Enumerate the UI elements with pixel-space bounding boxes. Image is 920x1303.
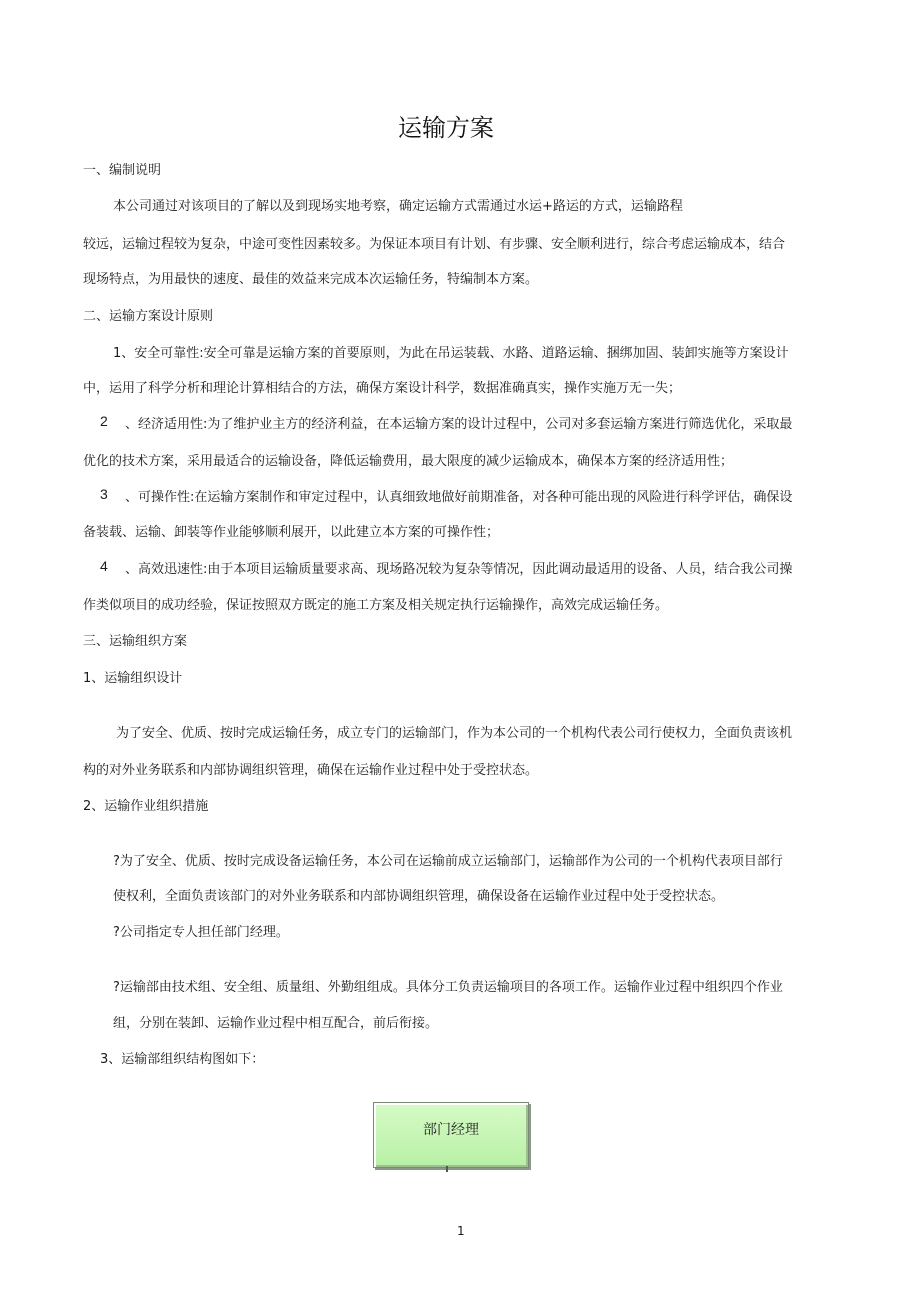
measure-1-line-2: 使权利，全面负责该部门的对外业务联系和内部协调组织管理，确保设备在运输作业过程中处于受控状态。	[113, 889, 725, 904]
subsection-2-heading: 2、运输作业组织措施	[83, 799, 209, 814]
section-3-heading: 三、运输组织方案	[83, 634, 188, 649]
section-1-para-line-2: 较远，运输过程较为复杂，中途可变性因素较多。为保证本项目有计划、有步骤、安全顺利进行，综合考虑运输成本，结合	[83, 237, 786, 252]
principle-2-number: 2	[100, 413, 108, 429]
document-title: 运输方案	[398, 114, 494, 142]
principle-3-line-1: 、可操作性:在运输方案制作和审定过程中，认真细致地做好前期准备，对各种可能出现的风险进行科学评估，确保设	[125, 490, 793, 505]
measure-2: ?公司指定专人担任部门经理。	[113, 925, 289, 940]
section-2-heading: 二、运输方案设计原则	[83, 309, 214, 324]
principle-4-line-2: 作类似项目的成功经验，保证按照双方既定的施工方案及相关规定执行运输操作，高效完成运输任务。	[83, 598, 669, 613]
section-1-para-line-1: 本公司通过对该项目的了解以及到现场实地考察，确定运输方式需通过水运+路运的方式，运输路程	[113, 199, 683, 214]
principle-1-line-2: 中，运用了科学分析和理论计算相结合的方法，确保方案设计科学，数据准确真实，操作实施万无一失；	[83, 381, 682, 396]
org-chart-box-department-manager	[373, 1102, 529, 1168]
measure-3-line-2: 组，分别在装卸、运输作业过程中相互配合，前后衔接。	[113, 1016, 439, 1031]
principle-2-line-1: 、经济适用性:为了维护业主方的经济利益，在本运输方案的设计过程中，公司对多套运输方案进行筛选优化，采取最	[125, 417, 793, 432]
measure-3-line-1: ?运输部由技术组、安全组、质量组、外勤组组成。具体分工负责运输项目的各项工作。运输作业过程中组织四个作业	[113, 980, 783, 995]
page-number: 1	[457, 1224, 465, 1238]
subsection-1-para-line-2: 构的对外业务联系和内部协调组织管理，确保在运输作业过程中处于受控状态。	[83, 763, 539, 778]
principle-2-line-2: 优化的技术方案，采用最适合的运输设备，降低运输费用，最大限度的减少运输成本，确保本方案的经济适用性；	[83, 454, 734, 469]
subsection-1-para-line-1: 为了安全、优质、按时完成运输任务，成立专门的运输部门，作为本公司的一个机构代表公司行使权力，全面负责该机	[116, 726, 793, 741]
subsection-1-heading: 1、运输组织设计	[83, 671, 183, 686]
org-chart-box-label: 部门经理	[423, 1122, 479, 1138]
section-1-heading: 一、编制说明	[83, 163, 162, 178]
subsection-3-heading: 3、运输部组织结构图如下：	[100, 1052, 265, 1067]
principle-4-line-1: 、高效迅速性:由于本项目运输质量要求高、现场路况较为复杂等情况，因此调动最适用的设备、人员，结合我公司操	[125, 562, 793, 577]
measure-1-line-1: ?为了安全、优质、按时完成设备运输任务，本公司在运输前成立运输部门，运输部作为公司的一个机构代表项目部行	[113, 854, 783, 869]
section-1-para-line-3: 现场特点，为用最快的速度、最佳的效益来完成本次运输任务，特编制本方案。	[83, 272, 539, 287]
org-chart-connector	[446, 1166, 448, 1172]
principle-1-line-1: 1、安全可靠性:安全可靠是运输方案的首要原则，为此在吊运装载、水路、道路运输、捆绑加固、装卸实施等方案设计	[113, 346, 789, 361]
principle-3-line-2: 备装载、运输、卸装等作业能够顺利展开，以此建立本方案的可操作性；	[83, 525, 500, 540]
principle-4-number: 4	[100, 558, 108, 574]
principle-3-number: 3	[100, 486, 108, 502]
